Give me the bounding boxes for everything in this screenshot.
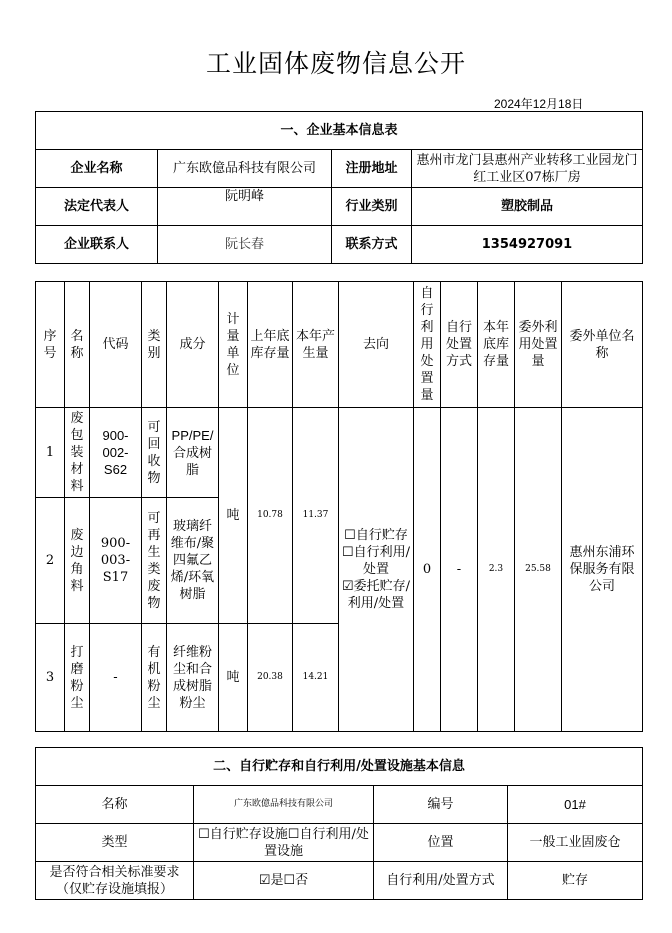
header-self-amount: 自行利用处置量	[414, 282, 441, 408]
phone: 1354927091	[412, 226, 643, 264]
header-unit: 计量单位	[219, 282, 248, 408]
row2-composition: 玻璃纤维布/聚四氟乙烯/环氧树脂	[167, 498, 219, 624]
row3-code: -	[90, 624, 142, 732]
facility-id-label: 编号	[374, 786, 508, 824]
t3-header: 二、自行贮存和自行利用/处置设施基本信息	[36, 748, 643, 786]
company-name-label: 企业名称	[36, 150, 158, 188]
row3-unit: 吨	[219, 624, 248, 732]
header-no: 序号	[36, 282, 65, 408]
header-self-method: 自行处置方式	[441, 282, 478, 408]
row2-category: 可再生类废物	[142, 498, 167, 624]
row1-category: 可回收物	[142, 408, 167, 498]
row1-name: 废包装材料	[65, 408, 90, 498]
merged-prev-stock: 10.78	[248, 408, 293, 624]
merged-out-unit: 惠州东浦环保服务有限公司	[562, 408, 643, 732]
row3-composition: 纤维粉尘和合成树脂粉尘	[167, 624, 219, 732]
facility-type-label: 类型	[36, 824, 194, 862]
industry-label: 行业类别	[332, 188, 412, 226]
company-name: 广东欧億品科技有限公司	[158, 150, 332, 188]
row3-name: 打磨粉尘	[65, 624, 90, 732]
row3-produced: 14.21	[293, 624, 339, 732]
row3-category: 有机粉尘	[142, 624, 167, 732]
legal-rep-label: 法定代表人	[36, 188, 158, 226]
destination-self: ☐自行贮存☐自行利用/处置	[341, 528, 411, 577]
header-name: 名称	[65, 282, 90, 408]
merged-self-amount: 0	[414, 408, 441, 732]
t1-header: 一、企业基本信息表	[36, 112, 643, 150]
merged-self-method: -	[441, 408, 478, 732]
header-destination: 去向	[339, 282, 414, 408]
facility-info-table	[35, 747, 643, 900]
destination-entrusted: ☑委托贮存/利用/处置	[341, 579, 411, 611]
compliant-label: 是否符合相关标准要求（仅贮存设施填报）	[36, 862, 194, 900]
header-out-amount: 委外利用处置量	[515, 282, 562, 408]
facility-name-label: 名称	[36, 786, 194, 824]
facility-name: 广东欧億品科技有限公司	[194, 786, 374, 824]
facility-type: ☐自行贮存设施☐自行利用/处置设施	[194, 824, 374, 862]
method-label: 自行利用/处置方式	[374, 862, 508, 900]
row2-name: 废边角料	[65, 498, 90, 624]
waste-info-table	[35, 281, 643, 732]
header-code: 代码	[90, 282, 142, 408]
merged-unit: 吨	[219, 408, 248, 624]
page-title: 工业固体废物信息公开	[205, 49, 466, 78]
row1-no: 1	[36, 408, 65, 498]
row2-no: 2	[36, 498, 65, 624]
header-composition: 成分	[167, 282, 219, 408]
row2-code: 900-003-S17	[90, 498, 142, 624]
enterprise-info-table	[35, 111, 643, 264]
address-label: 注册地址	[332, 150, 412, 188]
contact-label: 企业联系人	[36, 226, 158, 264]
row1-code: 900-002-S62	[90, 408, 142, 498]
compliant-value: ☑是☐否	[194, 862, 374, 900]
row3-no: 3	[36, 624, 65, 732]
header-end-stock: 本年底库存量	[478, 282, 515, 408]
merged-produced: 11.37	[293, 408, 339, 624]
legal-rep: 阮明峰	[158, 188, 332, 226]
row3-prev-stock: 20.38	[248, 624, 293, 732]
merged-destination	[339, 408, 414, 732]
facility-location-label: 位置	[374, 824, 508, 862]
facility-location: 一般工业固废仓	[508, 824, 643, 862]
address: 惠州市龙门县惠州产业转移工业园龙门红工业区07栋厂房	[412, 150, 643, 188]
industry: 塑胶制品	[412, 188, 643, 226]
row1-composition: PP/PE/合成树脂	[167, 408, 219, 498]
header-prev-stock: 上年底库存量	[248, 282, 293, 408]
report-date: 2024年12月18日	[494, 97, 584, 111]
merged-end-stock: 2.3	[478, 408, 515, 732]
header-out-unit: 委外单位名称	[562, 282, 643, 408]
facility-id: 01#	[508, 786, 643, 824]
method-value: 贮存	[508, 862, 643, 900]
merged-out-amount: 25.58	[515, 408, 562, 732]
header-produced: 本年产生量	[293, 282, 339, 408]
contact: 阮长春	[158, 226, 332, 264]
header-category: 类别	[142, 282, 167, 408]
phone-label: 联系方式	[332, 226, 412, 264]
